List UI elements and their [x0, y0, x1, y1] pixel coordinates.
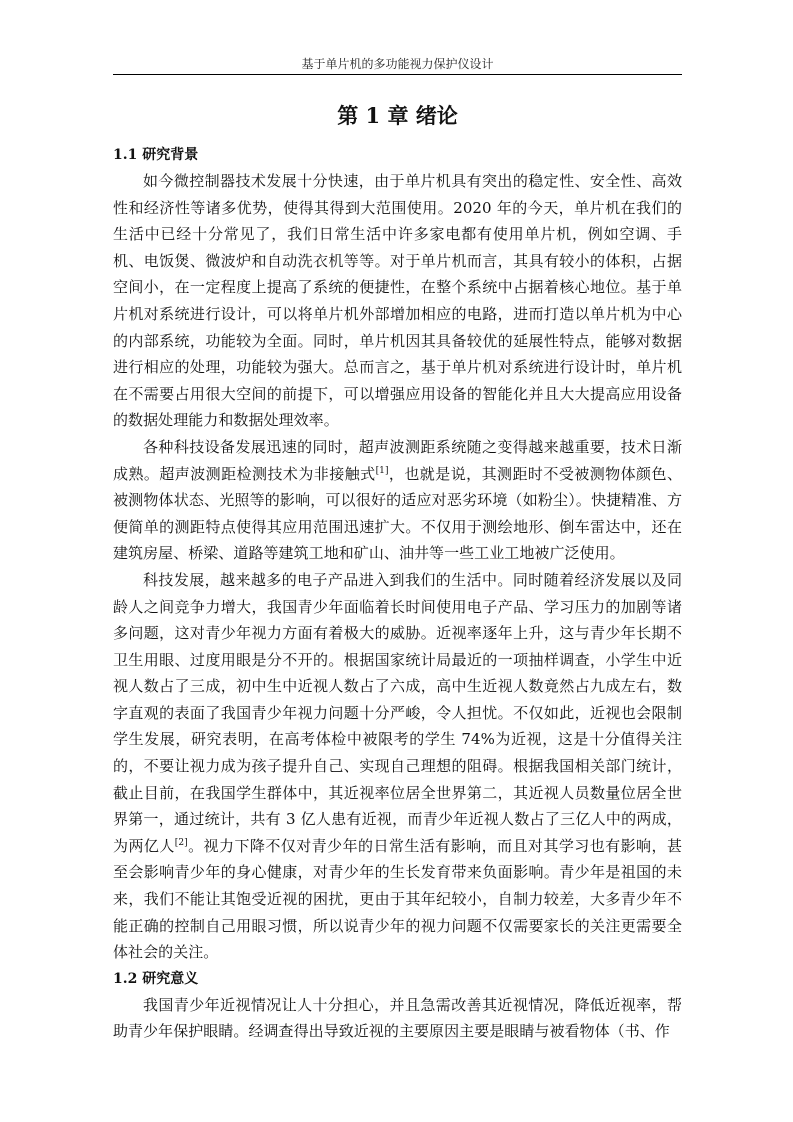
running-header: 基于单片机的多功能视力保护仪设计	[301, 57, 494, 71]
paragraph: 我国青少年近视情况让人十分担心，并且急需改善其近视情况，降低近视率，帮助青少年保护眼睛。经调查得出导致近视的主要原因主要是眼睛与被看物体（书、作	[113, 995, 682, 1041]
section-heading: 1.1 研究背景	[113, 147, 199, 163]
paragraph-text: 各种科技设备发展迅速的同时，超声波测距系统随之变得越来越重要，技术日渐成熟。超声波测距检测技术为非接触式	[113, 437, 682, 483]
header-rule	[113, 74, 682, 75]
chapter-title: 第 1 章 绪论	[337, 103, 458, 128]
paragraph-text: 。视力下降不仅对青少年的日常生活有影响，而且对其学习也有影响，甚至会影响青少年的身心健康，对青少年的生长发育带来负面影响。青少年是祖国的未来，我们不能让其饱受近视的困扰，更由于其年纪较小，自制力较差，大多青少年不能正确的控制自己用眼习惯，所以说青少年的视力问题不仅需要家长的关注更需要全体社会的关注。	[113, 836, 683, 962]
section-research-significance	[113, 966, 682, 1045]
paragraph	[113, 434, 682, 567]
paragraph: 如今微控制器技术发展十分快速，由于单片机具有突出的稳定性、安全性、高效性和经济性等诸多优势，使得其得到大范围使用。2020 年的今天，单片机在我们的生活中已经十分常见了，我们日常生活中许多家电都有使用单片机，例如空调、手机、电饭煲、微波炉和自动洗衣机等等。对于单片机而言，其具有较小的体积，占据空间小，在一定程度上提高了系统的便捷性，在整个系统中占据着核心地位。基于单片机对系统进行设计，可以将单片机外部增加相应的电路，进而打造以单片机为中心的内部系统，功能较为全面。同时，单片机因其具备较优的延展性特点，能够对数据进行相应的处理，功能较为强大。总而言之，基于单片机对系统进行设计时，单片机在不需要占用很大空间的前提下，可以增强应用设备的智能化并且大大提高应用设备的数据处理能力和数据处理效率。	[113, 172, 682, 430]
paragraph	[113, 567, 682, 966]
paragraph-text: ，也就是说，其测距时不受被测物体颜色、被测物体状态、光照等的影响，可以很好的适应对恶劣环境（如粉尘）。快捷精准、方便简单的测距特点使得其应用范围迅速扩大。不仅用于测绘地形、倒车雷达中，还在建筑房屋、桥梁、道路等建筑工地和矿山、油井等一些工业工地被广泛使用。	[113, 464, 683, 563]
section-research-background	[113, 142, 682, 966]
paragraph-text: 科技发展，越来越多的电子产品进入到我们的生活中。同时随着经济发展以及同龄人之间竞争力增大，我国青少年面临着长时间使用电子产品、学习压力的加剧等诸多问题，这对青少年视力方面有着极大的威胁。近视率逐年上升，这与青少年长期不卫生用眼、过度用眼是分不开的。根据国家统计局最近的一项抽样调查，小学生中近视人数占了三成，初中生中近视人数占了六成，高中生近视人数竟然占九成左右，数字直观的表面了我国青少年视力问题十分严峻，令人担忧。不仅如此，近视也会限制学生发展，研究表明，在高考体检中被限考的学生 74%为近视，这是十分值得关注的，不要让视力成为孩子提升自己、实现自己理想的阻碍。根据我国相关部门统计，截止目前，在我国学生群体中，其近视率位居全世界第二，其近视人员数量位居全世界第一，通过统计，共有 3 亿人患有近视，而青少年近视人数占了三亿人中的两成，为两亿人	[113, 570, 682, 855]
citation-marker: [2]	[174, 837, 188, 848]
section-heading: 1.2 研究意义	[113, 970, 199, 987]
page-content	[113, 100, 682, 1045]
citation-marker: [1]	[375, 465, 389, 476]
